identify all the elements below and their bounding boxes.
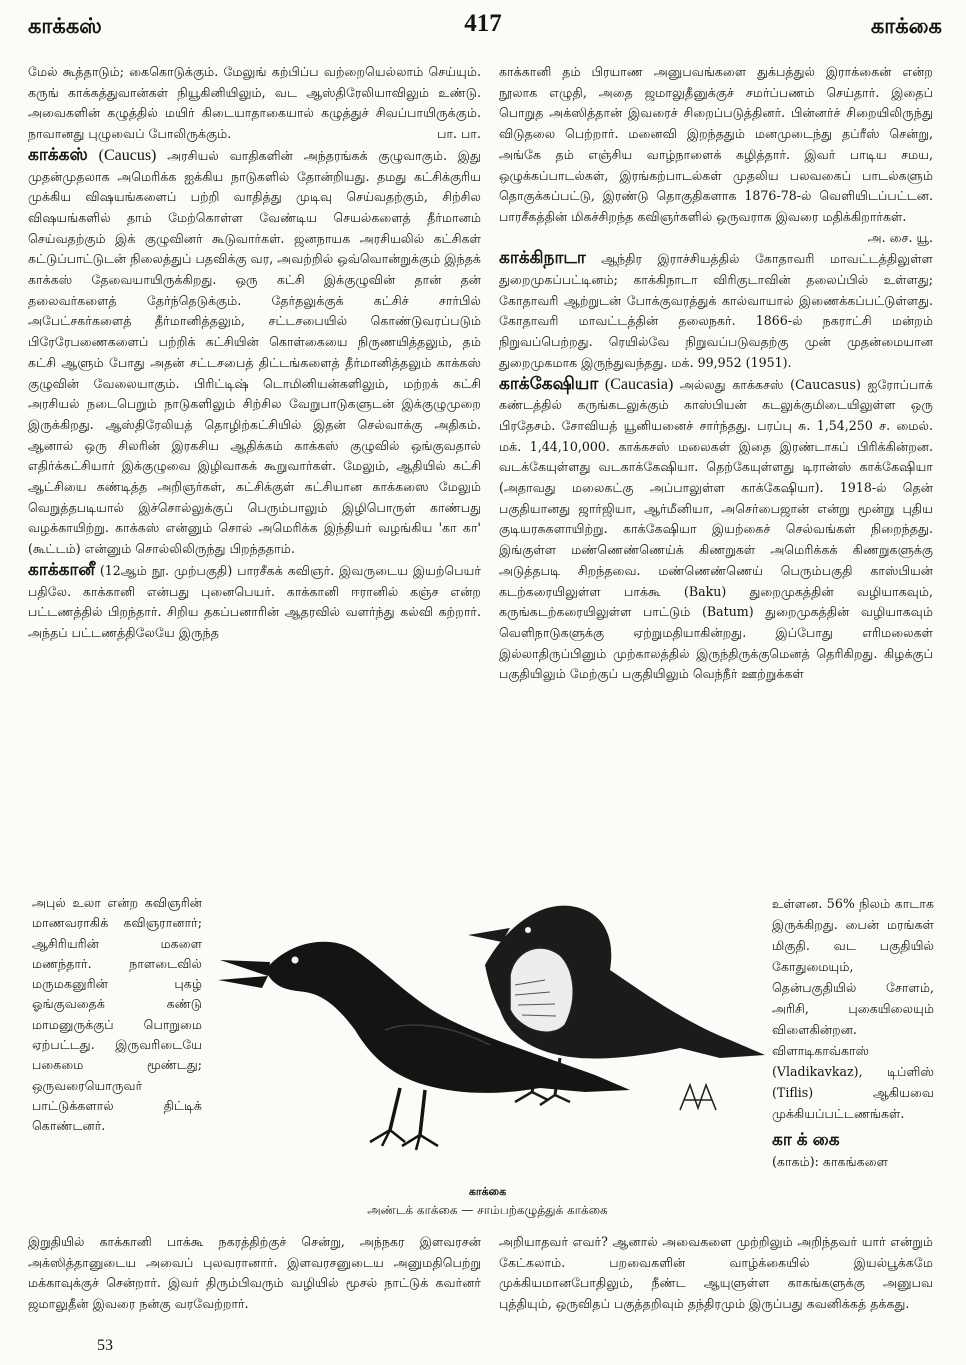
- figure-title: காக்கை: [468, 1185, 507, 1198]
- caucus-entry: காக்கஸ் (Caucus) அரசியல் வாதிகளின் அந்தரங்கக் குழுவாகும். இது முதன்முதலாக அமெரிக்க ஐக்கிய நாடுகளில் தோன்றியது. தமது கட்சிக்குரிய முக்கிய விஷயங்களைப் பற்றி வாதித்து முடிவு செய்வதற்கும், சிற்சில விஷயங்களில் தாம் மேற்கொள்ள வேண்டிய செயல்களைத் தீர்மானம் செய்வதற்கும் இக் குழுவினர் கூடுவார்கள். ஜனநாயக அரசியலில் கட்சிகள் கட்டுப்பாட்டுடன் நிலைத்துப் பதவிக்கு வர, அவற்றில் ஒவ்வொன்றுக்கும் இந்தக் காக்கஸ் தேவையாயிருக்கிறது. ஒரு கட்சி இக்குழுவின் தான் தன் தலைவர்களைத் தேர்ந்தெடுக்கும். தேர்தலுக்குக் கட்சிச் சார்பில் அபேட்சகர்களைத் தீர்மானித்தலும், சட்டசபையில் கொண்டுவரப்படும் பிரேரேபணைகளைப் பற்றிக் கட்சியின் கொள்கையை நிருணயித்தலும், தம் கட்சி ஆளும் போது அதன் சட்டசபைத் திட்டங்களைத் தீர்மானித்தலும் காக்கஸ் குழுவின் வேலையாகும். பிரிட்டிஷ் டொமினியன்களிலும், மற்றக் கட்சி அரசியல் நடைபெறும் நாடுகளிலும் சிற்சில வேறுபாடுகளுடன் இக்குழுமுறை இருக்கிறது. ஆஸ்திரேலியத் தொழிற்கட்சியில் இதன் செல்வாக்கு அதிகம். ஆனால் ஒரு சிலரின் இரகசிய ஆதிக்கம் காக்கஸ் குழுவில் ஒங்குவதால் எதிர்க்கட்சியார் இக்குழுவை இழிவாகக் கூறுவார்கள். மேலும், ஆதியில் கட்சி ஆட்சியை கண்டித்த அறிஞர்கள், கட்சிக்குள் கட்சியான காக்கஸை மேலும் வெறுத்தபடியால் இச்சொல்லுக்குப் பெரும்பாலும் இழிபொருள் காண்பது வழக்காயிற்று. காக்கஸ் என்னும் சொல் அமெரிக்க இந்தியர் வழங்கிய 'கா கா' (கூட்டம்) என்னும் சொல்லிலிருந்து பிறந்ததாம்.: [28, 144, 481, 557]
- page-number: 417: [464, 10, 502, 37]
- right-column: [499, 62, 933, 685]
- left-column: [28, 62, 481, 644]
- khaqani-entry-continued: காக்கானி தம் பிரயாண அனுபவங்களை துக்பத்துல் இராக்கைன் என்ற நூலாக எழுதி, அதை ஜமாலுதீனுக்குச் சமர்ப்பணம் செய்தார். இதைப் பொறுத அக்ஸித்தான் இவரைச் சிறைப்படுத்தினர். பின்னர்ச் சிறையிலிருந்து விடுதலை பெற்றார். மனைவி இறந்ததும் மனமுடைந்து தப்ரீஸ் சென்று, அங்கே தம் எஞ்சிய வாழ்நாளைக் கழித்தார். இவர் பாடிய சமய, ஒழுக்கப்பாடல்கள், இரங்கற்பாடல்கள் முதலிய பலவகைப் பாடல்களும் தொகுக்கப்பட்டு, இரண்டு தொகுதிகளாக 1876-78-ல் வெளியிடப்பட்டன. பாரசீகத்தின் மிகச்சிறந்த கவிஞர்களில் ஒருவராக இவரை மதிக்கிறார்கள். அ. சை. யூ.: [499, 62, 933, 228]
- caucasia-headword: காக்கேஷியா: [499, 373, 599, 394]
- caucus-headword: காக்கஸ்: [28, 144, 88, 165]
- running-head-right: காக்கை: [870, 14, 942, 38]
- crow-entry-intro: மேல் கூத்தாடும்; கைகொடுக்கும். மேலுங் கற்பிப்ப வற்றையெல்லாம் செய்யும். கருங் காக்கத்துவான்கள் நியூகினியிலும், வட ஆஸ்திரேலியாவிலும் உண்டு. அவைகளின் கழுத்தில் மயிர் கிடையாதாகையால் கழுத்துச் சிவப்பாயிருக்கும். நாவானது புழுவைப் போலிருக்கும். பா. பா.: [28, 62, 481, 145]
- signature-mark: 53: [97, 1337, 113, 1354]
- kakinada-entry: காக்கிநாடா ஆந்திர இராச்சியத்தில் கோதாவரி மாவட்டத்திலுள்ள துறைமுகப்பட்டினம்; காக்கிநாடா விரிகுடாவின் தலைப்பில் உள்ளது; கோதாவரி ஆற்றுடன் போக்குவரத்துக் கால்வாயால் இணைக்கப்பட்டுள்ளது. கோதாவரி மாவட்டத்தின் தலைநகர். 1866-ல் நகராட்சி மன்றம் நிறுவப்பெற்றது. ரெயில்வே நிறுவப்படுவதற்கு முன் முதன்மையான துறைமுகமாக இருந்துவந்தது. மக். 99,952 (1951).: [499, 248, 933, 370]
- bottom-right-text: அறியாதவர் எவர்? ஆனால் அவைகளை முற்றிலும் அறிந்தவர் யார் என்றும் கேட்கலாம். பறவைகளின் வாழ்க்கையில் இயல்பூக்கமே முக்கியமானபோதிலும், நீண்ட ஆயுளுள்ள காகங்களுக்கு அனுபவ புத்தியும், ஒருவிதப் பகுத்தறிவும் தந்திரமும் இருப்பது கவனிக்கத் தக்கது.: [499, 1234, 933, 1312]
- bottom-left-text: இறுதியில் காக்கானி பாக்கூ நகரத்திற்குச் சென்று, அந்நகர இளவரசன் அக்ஸித்தானுடைய அவைப் புலவரானார். இளவரசனுடைய அனுமதிபெற்று மக்காவுக்குச் சென்றார். இவர் திரும்பிவரும் வழியில் மூசல் நாட்டுக் கவர்னர் ஜமாலுதீன் இவரை நன்கு வரவேற்றார்.: [28, 1234, 481, 1312]
- running-head-left: காக்கஸ்: [28, 14, 102, 38]
- wrap-text-left: அபுல் உலா என்ற கவிஞரின் மாணவராகிக் கவிஞரானார்; ஆசிரியரின் மகளை மணந்தார். நாளடைவில் மருமகனுரின் புகழ் ஓங்குவதைக் கண்டு மாமனுருக்குப் பொறுமை ஏற்பட்டது. இருவரிடையே பகைமை மூண்டது; ஒருவரையொருவர் பாட்டுக்களால் திட்டிக் கொண்டனர்.: [32, 895, 202, 1134]
- crow-entry-heading: [772, 1130, 934, 1151]
- khaqani-entry: காக்கானீ (12ஆம் நூ. முற்பகுதி) பாரசீகக் கவிஞர். இவருடைய இயற்பெயர் பதிலே. காக்கானி என்பது புனைபெயர். காக்கானி ஈரானில் கஞ்ச என்ற பட்டணத்தில் பிறந்தார். சிறிய தகப்பனாரின் ஆதரவில் வளர்ந்து கல்வி கற்றார். அந்தப் பட்டணத்திலேயே இருந்த: [28, 559, 481, 640]
- caucasia-entry: காக்கேஷியா (Caucasia) அல்லது காக்கசஸ் (Caucasus) ஐரோப்பாக் கண்டத்தில் கருங்கடலுக்கும் காஸ்பியன் கடலுக்குமிடையிலுள்ள ஒரு பிரதேசம். சோவியத் யூனியனைச் சார்ந்தது. பரப்பு சு. 1,54,250 ச. மைல். மக். 1,44,10,000. காக்கசஸ் மலைகள் இதை இரண்டாகப் பிரிக்கின்றன. வடக்கேயுள்ளது வடகாக்கேஷியா. தெற்கேயுள்ளது டிரான்ஸ் காக்கேஷியா (அதாவது மலைகட்கு அப்பாலுள்ள காக்கேஷியா). 1918-ல் தென் பகுதியானது ஜார்ஜியா, ஆர்மீனியா, அசெர்பைஜான் என்று மூன்று புதிய குடியரசுகளாயிற்று. காக்கேஷியா இயற்கைச் செல்வங்கள் நிறைந்தது. இங்குள்ள மண்ணெண்ணெய்க் கிணறுகள் அமெரிக்கக் கிணறுகளுக்கு அடுத்தபடி சிறந்தவை. மண்ணெண்ணெய் பெரும்பகுதி காஸ்பியன் கடற்கரையிலுள்ள பாக்கூ (Baku) துறைமுகத்தின் வழியாகவும், கருங்கடற்கரையிலுள்ள பாட்டும் (Batum) துறைமுகத்தின் வழியாகவும் வெளிநாடுகளுக்கு ஏற்றுமதியாகின்றது. இப்போது எரிமலைகள் இல்லாதிருப்பினும் முற்காலத்தில் இருந்திருக்குமெனத் தெரிகிறது. கிழக்குப் பகுதியிலும் மேற்குப் பகுதியிலும் வெந்நீர் ஊற்றுக்கள்: [499, 373, 933, 682]
- artist-monogram: [680, 1085, 716, 1110]
- wrap-text-right: உள்ளன. 56% நிலம் காடாக இருக்கிறது. பைன் மரங்கள் மிகுதி. வட பகுதியில் கோதுமையும், தென்பகுதியில் சோளம், அரிசி, புகையிலையும் விளைகின்றன. விளாடிகாவ்காஸ் (Vladikavkaz), டிப்ளிஸ் (Tiflis) ஆகியவை முக்கியப்பட்டணங்கள். காக்கை (காகம்): காகங்களை: [772, 896, 934, 1169]
- figure-caption: அண்டக் காக்கை — சாம்பற்கழுத்துக் காக்கை: [367, 1203, 608, 1217]
- kakinada-headword: காக்கிநாடா: [499, 248, 586, 269]
- author-signature: அ. சை. யூ.: [867, 229, 933, 245]
- crows-illustration: [210, 880, 765, 1170]
- crow-headword: காக்கை: [772, 1130, 845, 1150]
- khaqani-headword: காக்கானீ: [28, 559, 95, 580]
- author-signature: பா. பா.: [437, 126, 481, 142]
